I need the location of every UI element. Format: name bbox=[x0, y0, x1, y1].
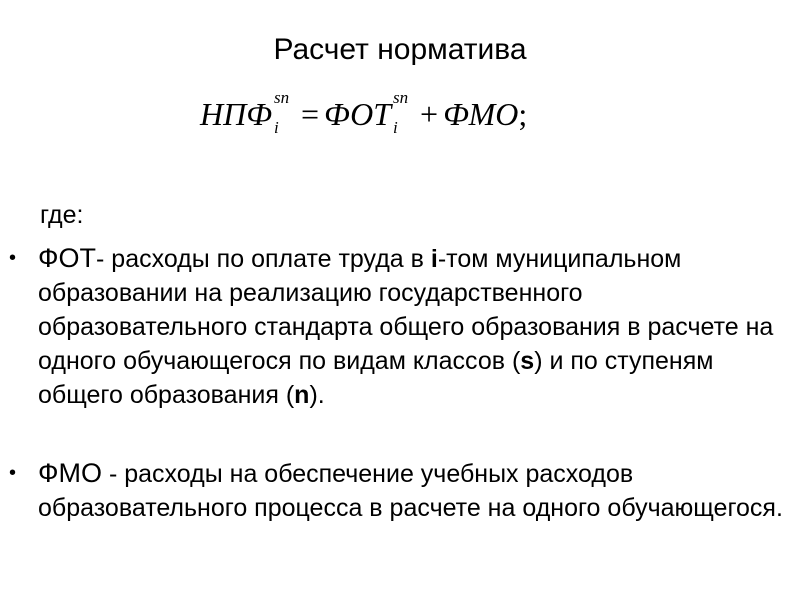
definition-term: ФОТ bbox=[38, 243, 97, 273]
formula-term2: ФМО bbox=[443, 96, 519, 132]
definition-text: - расходы по оплате труда в bbox=[96, 245, 431, 273]
definition-text: - расходы на обеспечение учебных расходов образовательного процесса в расчете на одного обучающегося. bbox=[38, 460, 783, 522]
formula bbox=[200, 88, 528, 137]
formula-lhs-indices bbox=[272, 88, 296, 137]
formula-lhs: НПФ bbox=[200, 96, 272, 132]
formula-term1-subscript: i bbox=[393, 118, 398, 137]
definition-bold-index: i bbox=[430, 245, 438, 273]
definition-text: ). bbox=[309, 381, 325, 409]
where-label: где: bbox=[40, 201, 84, 229]
definition-text: ) и по ступеням общего образования ( bbox=[38, 347, 714, 409]
formula-equals: = bbox=[300, 96, 319, 132]
definition-bold-index: s bbox=[520, 347, 535, 375]
definition-bold-index: n bbox=[294, 381, 310, 409]
definition-fot bbox=[9, 241, 788, 412]
formula-lhs-superscript: sn bbox=[273, 88, 290, 107]
formula-semicolon: ; bbox=[518, 96, 528, 132]
formula-term1-superscript: sn bbox=[393, 88, 409, 107]
definition-term: ФМО bbox=[38, 458, 103, 488]
definition-fmo bbox=[9, 456, 788, 525]
slide-title: Расчет норматива bbox=[273, 33, 527, 66]
formula-term1-indices bbox=[391, 88, 415, 137]
formula-lhs-subscript: i bbox=[273, 118, 279, 137]
formula-term1: ФОТ bbox=[324, 96, 392, 132]
formula-plus: + bbox=[420, 96, 439, 132]
definition-text: -том муниципальном образовании на реализацию государственного образовательного стандарта общего образования в расчете на одного обучающегося по видам классов ( bbox=[38, 245, 774, 375]
bullet-icon: • bbox=[9, 462, 17, 484]
bullet-icon: • bbox=[9, 247, 17, 269]
